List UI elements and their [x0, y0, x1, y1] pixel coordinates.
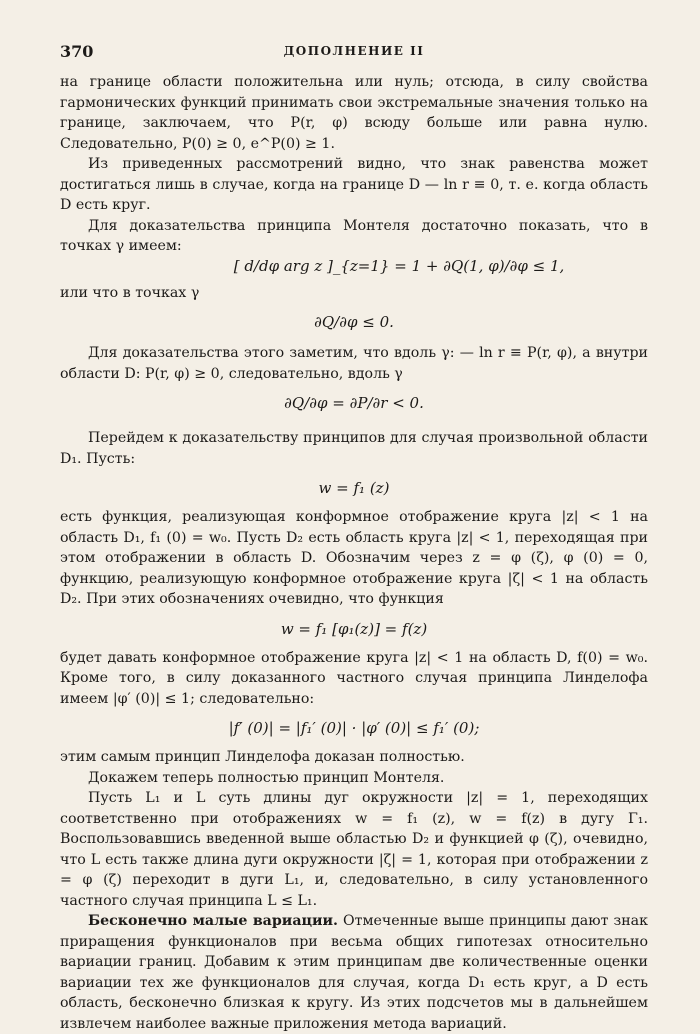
running-head: ДОПОЛНЕНИЕ II — [283, 44, 425, 58]
section-lead: Бесконечно малые вариации. — [88, 913, 338, 929]
formula-1: [ d/dφ arg z ]_{z=1} = 1 + ∂Q(1, φ)/∂φ ≤ 1, — [233, 256, 565, 275]
formula-6: |f′ (0)| = |f₁′ (0)| · |φ′ (0)| ≤ f₁′ (0); — [228, 719, 480, 737]
formula-5: w = f₁ [φ₁(z)] = f(z) — [280, 619, 428, 638]
paragraph-12-text: Отмеченные выше принципы дают знак приращения функционалов при весьма общих гипотезах относительно вариации границ. Добавим к этим принципам две количественные оценки вариации тех же функционалов для случая, когда D₁ есть круг, а D есть область, бесконечно близкая к кругу. Из этих подсчетов мы в дальнейшем извлечем наиболее важные приложения метода вариаций. — [60, 913, 648, 1032]
paragraph-4: или что в точках γ — [60, 284, 200, 301]
paragraph-8: будет давать конформное отображение круга |z| < 1 на область D, f(0) = w₀. Кроме того, в силу доказанного частного случая принципа Линделофа имеем |φ′ (0)| ≤ 1; следовательно: — [60, 649, 648, 707]
paragraph-1: на границе области положительна или нуль; отсюда, в силу свойства гармонических функций принимать свои экстремальные значения только на границе, заключаем, что P(r, φ) всюду больше или равна нулю. Следовательно, P(0) ≥ 0, e^P(0) ≥ 1. — [60, 74, 648, 152]
paragraph-6: Перейдем к доказательству принципов для случая произвольной области D₁. Пусть: — [60, 430, 648, 467]
formula-3: ∂Q/∂φ = ∂P/∂r < 0. — [284, 394, 424, 412]
page-number: 370 — [60, 42, 94, 61]
paragraph-2: Из приведенных рассмотрений видно, что знак равенства может достигаться лишь в случае, когда на границе D — ln r ≡ 0, т. е. когда область D есть круг. — [60, 156, 648, 213]
paragraph-10: Докажем теперь полностью принцип Монтеля. — [88, 769, 445, 786]
page-body — [60, 72, 648, 1034]
paragraph-11: Пусть L₁ и L суть длины дуг окружности |z| = 1, переходящих соответственно при отображениях w = f₁ (z), w = f(z) в дугу Γ₁. Воспользовавшись введенной выше областью D₂ и функцией φ (ζ), очевидно, что L есть также длина дуги окружности |ζ| = 1, которая при отображении z = φ (ζ) переходит в дуги L₁, и, следовательно, в силу установленного частного случая принципа L ≤ L₁. — [60, 790, 648, 909]
paragraph-3: Для доказательства принципа Монтеля достаточно показать, что в точках γ имеем: — [60, 217, 648, 254]
paragraph-7: есть функция, реализующая конформное отображение круга |z| < 1 на область D₁, f₁ (0) = w₀. Пусть D₂ есть область круга |z| < 1, переходящая при этом отображении в область D. Обозначим через z = φ (ζ), φ (0) = 0, функцию, реализующую конформное отображение круга |ζ| < 1 на область D₂. При этих обозначениях очевидно, что функция — [60, 509, 648, 607]
paragraph-9: этим самым принцип Линделофа доказан полностью. — [60, 749, 465, 765]
formula-4: w = f₁ (z) — [318, 479, 390, 497]
paragraph-12 — [60, 911, 648, 1034]
formula-2: ∂Q/∂φ ≤ 0. — [314, 313, 394, 331]
paragraph-5: Для доказательства этого заметим, что вдоль γ: — ln r ≡ P(r, φ), а внутри области D: P(r, φ) ≥ 0, следовательно, вдоль γ — [60, 345, 648, 382]
page-header — [60, 42, 648, 72]
